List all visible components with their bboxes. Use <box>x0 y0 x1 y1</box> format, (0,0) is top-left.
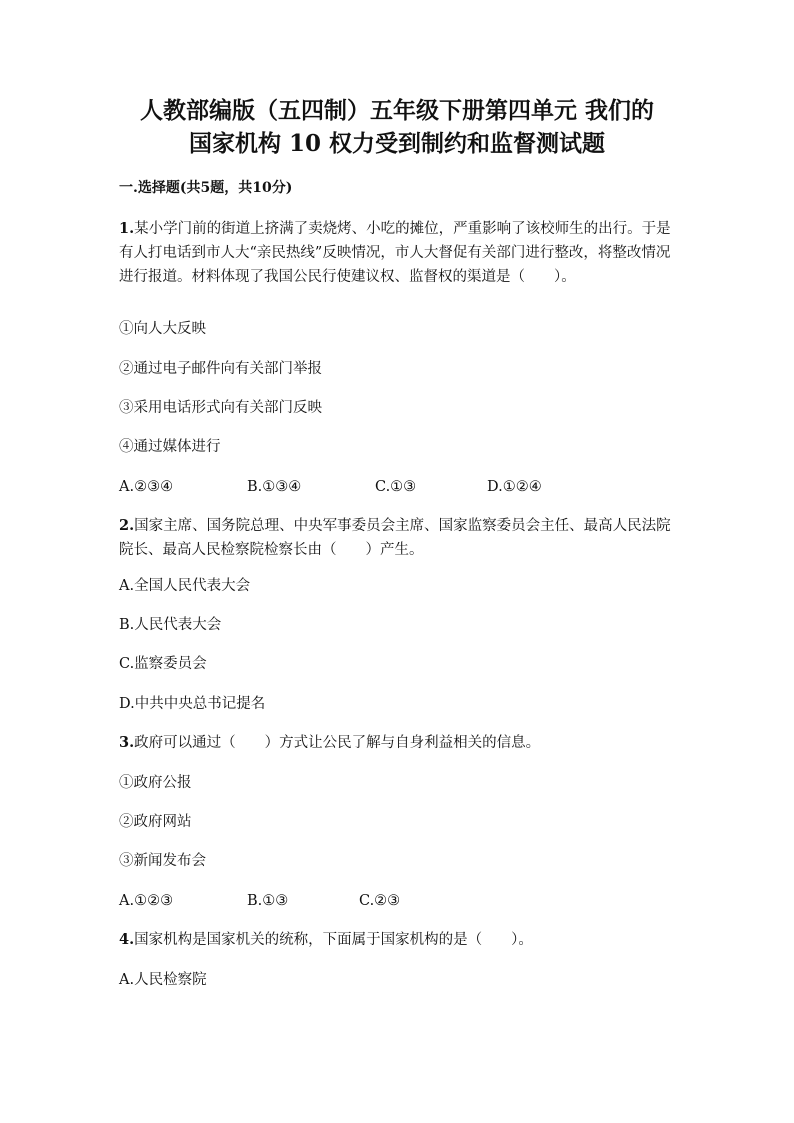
question-text: 某小学门前的街道上挤满了卖烧烤、小吃的摊位，严重影响了该校师生的出行。于是有人打电话到市人大“亲民热线”反映情况，市人大督促有关部门进行整改，将整改情况进行报道。材料体现了我国公民行使建议权、监督权的渠道是（ ）。 <box>119 221 671 285</box>
option-b: B.人民代表大会 <box>119 617 222 633</box>
statement-item: ①政府公报 <box>119 775 192 791</box>
section-heading: 一.选择题(共5题，共10分) <box>119 180 293 196</box>
option-b: B.①③ <box>247 893 289 909</box>
title-line-2: 国家机构 10 权力受到制约和监督测试题 <box>188 130 606 157</box>
option-d: D.①②④ <box>487 479 542 495</box>
question-number: 4. <box>119 931 135 948</box>
statement-item: ③新闻发布会 <box>119 853 206 869</box>
question-number: 2. <box>119 517 135 534</box>
statement-item: ③采用电话形式向有关部门反映 <box>119 400 322 416</box>
statement-item: ④通过媒体进行 <box>119 439 221 455</box>
question-1 <box>119 217 679 289</box>
question-2 <box>119 514 679 562</box>
question-text: 国家主席、国务院总理、中央军事委员会主席、国家监察委员会主任、最高人民法院院长、最高人民检察院检察长由（ ）产生。 <box>119 518 671 558</box>
option-a: A.①②③ <box>119 893 174 909</box>
option-c: C.②③ <box>359 893 401 909</box>
question-text: 政府可以通过（ ）方式让公民了解与自身利益相关的信息。 <box>134 735 541 751</box>
statement-item: ②政府网站 <box>119 814 192 830</box>
option-d: D.中共中央总书记提名 <box>119 696 266 712</box>
option-c: C.①③ <box>375 479 417 495</box>
option-a: A.②③④ <box>119 479 174 495</box>
option-a: A.全国人民代表大会 <box>119 578 251 594</box>
question-3 <box>119 731 679 755</box>
option-a: A.人民检察院 <box>119 972 207 988</box>
statement-item: ①向人大反映 <box>119 321 206 337</box>
question-4 <box>119 928 679 952</box>
title-line-1: 人教部编版（五四制）五年级下册第四单元 我们的 <box>139 97 654 124</box>
option-c: C.监察委员会 <box>119 656 207 672</box>
question-number: 1. <box>119 220 135 237</box>
question-text: 国家机构是国家机关的统称，下面属于国家机构的是（ ）。 <box>134 932 533 948</box>
statement-item: ②通过电子邮件向有关部门举报 <box>119 361 322 377</box>
option-b: B.①③④ <box>247 479 302 495</box>
document-title <box>100 94 694 160</box>
question-number: 3. <box>119 734 135 751</box>
